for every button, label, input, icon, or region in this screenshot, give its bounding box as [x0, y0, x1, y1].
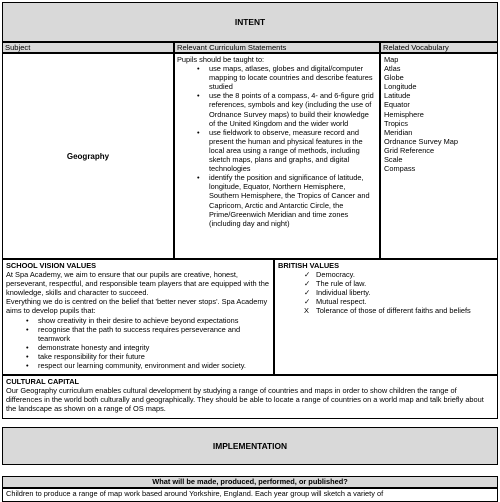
cross-icon: X — [304, 306, 309, 316]
what-made-text: Children to produce a range of map work based around Yorkshire, England. Each year group will sketch a variety of — [6, 489, 384, 498]
check-icon: ✓ — [304, 279, 311, 289]
curriculum-item: • use fieldwork to observe, measure record and present the human and physical features in the local area using a range of methods, including sketch maps, plans and graphs, and digital technologies — [177, 128, 375, 173]
vocabulary-item: Atlas — [384, 64, 401, 74]
what-made-question: What will be made, produced, performed, or published? — [152, 477, 348, 486]
vocabulary-item: Hemisphere — [384, 109, 424, 119]
vocabulary-item: Tropics — [384, 118, 408, 128]
check-icon: ✓ — [304, 288, 311, 298]
table-header-curriculum: Relevant Curriculum Statements — [174, 42, 380, 53]
curriculum-intro: Pupils should be taught to: — [177, 55, 265, 64]
vocabulary-item: Equator — [384, 100, 410, 110]
curriculum-cell — [174, 53, 380, 259]
implementation-header — [2, 427, 498, 465]
school-vision-list — [6, 316, 270, 371]
implementation-title: IMPLEMENTATION — [212, 441, 288, 451]
vocabulary-item: Compass — [384, 164, 416, 174]
check-icon: ✓ — [304, 297, 311, 307]
cultural-capital-text: Our Geography curriculum enables cultural development by studying a range of countries and maps in order to show children the range of differences in the world both culturally and geographically. They should be able to locate a range of countries on a world map and talk briefly about the landscape as shown on a range of OS maps. — [6, 386, 484, 414]
vocabulary-item: Meridian — [384, 127, 413, 137]
school-vision-section — [2, 259, 274, 375]
curriculum-list — [177, 64, 375, 228]
british-value-item: ✓ Mutual respect. — [304, 297, 367, 307]
vocabulary-item: Scale — [384, 155, 403, 165]
school-vision-text: Everything we do is centred on the belief that 'better never stops'. Spa Academy aims to develop pupils that: — [6, 297, 268, 316]
vision-item: • recognise that the path to success requires perseverance and teamwork — [6, 325, 270, 343]
british-value-item: ✓ Democracy. — [304, 270, 355, 280]
vocabulary-cell — [380, 53, 498, 259]
cultural-capital-section — [2, 375, 498, 419]
vision-item: • demonstrate honesty and integrity — [6, 343, 270, 352]
vocabulary-item: Map — [384, 55, 399, 64]
vision-item: • take responsibility for their future — [6, 352, 270, 361]
table-header-subject: Subject — [2, 42, 174, 53]
check-icon: ✓ — [304, 270, 311, 280]
british-value-item: X Tolerance of those of different faiths and beliefs — [304, 306, 471, 316]
table-header-vocabulary: Related Vocabulary — [380, 42, 498, 53]
vocabulary-list — [384, 55, 495, 173]
vocabulary-item: Globe — [384, 73, 404, 83]
curriculum-item: • use the 8 points of a compass, 4- and 6-figure grid references, symbols and key (including the use of Ordnance Survey maps) to build their knowledge of the United Kingdom and the wider world — [177, 91, 375, 127]
vocabulary-item: Ordnance Survey Map — [384, 136, 458, 146]
what-made-header — [2, 476, 498, 488]
vision-item: • show creativity in their desire to achieve beyond expectations — [6, 316, 270, 325]
vocabulary-item: Longitude — [384, 82, 417, 92]
school-vision-text: At Spa Academy, we aim to ensure that our pupils are creative, honest, perseverant, respectful, and responsible team players that are equipped with the knowledge, skills and character to succeed. — [6, 270, 269, 298]
british-value-item: ✓ Individual liberty. — [304, 288, 371, 298]
subject-name: Geography — [66, 151, 110, 161]
intent-header — [2, 2, 498, 42]
vocabulary-item: Latitude — [384, 91, 411, 101]
british-values-list — [278, 270, 494, 315]
british-values-section — [274, 259, 498, 375]
school-vision-title: SCHOOL VISION VALUES — [6, 261, 97, 270]
subject-cell — [2, 53, 174, 259]
curriculum-item: • use maps, atlases, globes and digital/computer mapping to locate countries and describe features studied — [177, 64, 375, 91]
cultural-capital-title: CULTURAL CAPITAL — [6, 377, 80, 386]
intent-title: INTENT — [234, 17, 266, 27]
vocabulary-item: Grid Reference — [384, 145, 435, 155]
british-value-item: ✓ The rule of law. — [304, 279, 367, 289]
british-values-title: BRITISH VALUES — [278, 261, 340, 270]
curriculum-item: • identify the position and significance of latitude, longitude, Equator, Northern Hemisphere, Southern Hemisphere, the Tropics of Cancer and Capricorn, Arctic and Antarctic Circle, the Prime/Greenwich Meridian and time zones (including day and night) — [177, 173, 375, 228]
vision-item: • respect our learning community, environment and wider society. — [6, 361, 270, 370]
